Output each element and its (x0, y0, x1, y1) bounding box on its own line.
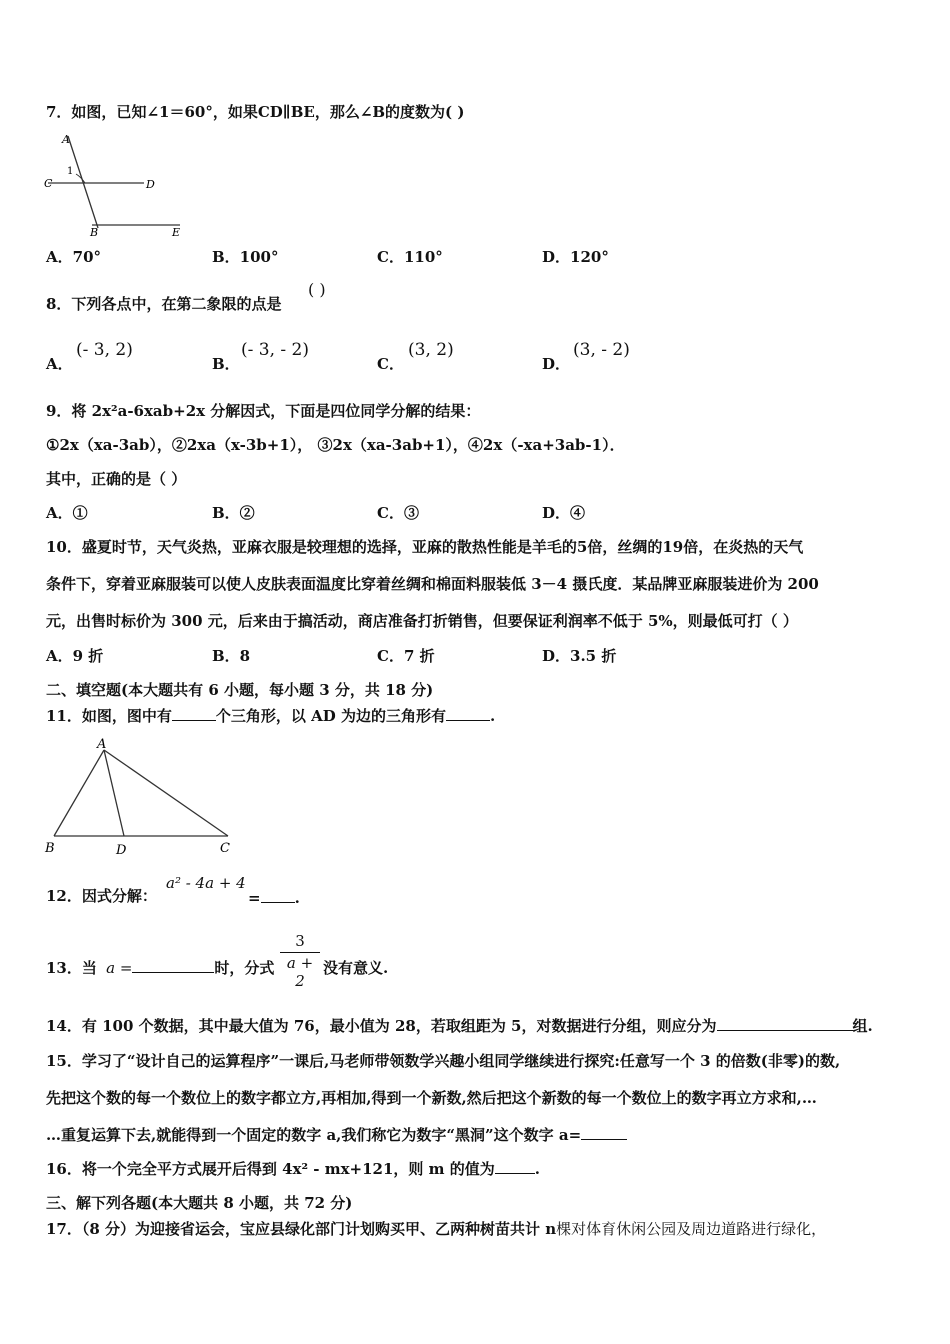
q7-label-1: 1 (67, 166, 74, 177)
q15-blank[interactable] (581, 1125, 627, 1140)
q10-option-c: C．7 折 (377, 647, 435, 665)
q14-text (46, 1016, 873, 1036)
q11-blank-1[interactable] (172, 706, 216, 721)
q9-option-a: A．① (46, 504, 88, 522)
q8-coord-a: (- 3, 2) (76, 340, 133, 360)
q12-answer-line (248, 888, 300, 908)
q8-coord-d: (3, - 2) (573, 340, 630, 360)
q16-part-a: 16．将一个完全平方式展开后得到 4x² - mx+121，则 m 的值为 (46, 1160, 495, 1178)
q8-paren: ( ) (308, 280, 326, 299)
q13-var: a = (106, 959, 133, 977)
q13-part-b: 时，分式 (214, 959, 275, 977)
q9-option-b: B．② (212, 504, 255, 522)
q11-part-c: . (489, 707, 496, 725)
section-2-heading: 二、填空题(本大题共有 6 小题，每小题 3 分，共 18 分) (46, 681, 434, 699)
q17-part-a: 17．（8 分）为迎接省运会，宝应县绿化部门计划购买甲、乙两种树苗共计 n (46, 1220, 557, 1238)
q11-part-b: 个三角形，以 AD 为边的三角形有 (215, 707, 446, 725)
q16-text (46, 1159, 540, 1179)
q7-label-e: E (172, 226, 181, 239)
q15-line-3-wrap (46, 1125, 627, 1145)
q10-option-a: A．9 折 (46, 647, 104, 665)
q13-blank[interactable] (132, 958, 214, 973)
q7-stem: 7．如图，已知∠1＝60°，如果CD∥BE，那么∠B的度数为( ) (46, 103, 465, 121)
q9-option-d: D．④ (542, 504, 586, 522)
q15-line-2: 先把这个数的每一个数位上的数字都立方,再相加,得到一个新数,然后把这个新数的每一个数位上的数字再立方求和,… (46, 1089, 817, 1107)
q10-line-2: 条件下，穿着亚麻服装可以使人皮肤表面温度比穿着丝绸和棉面料服装低 3－4 摄氏度．某品牌亚麻服装进价为 200 (46, 575, 819, 593)
q17-part-b: 棵对体育休闲公园及周边道路进行绿化， (556, 1220, 827, 1238)
section-3-heading: 三、解下列各题(本大题共 8 小题，共 72 分) (46, 1194, 353, 1212)
q12-equals: = (248, 889, 261, 907)
q7-label-c: C (44, 177, 53, 190)
q10-option-b: B．8 (212, 647, 251, 665)
q11-part-a: 11．如图，图中有 (46, 707, 172, 725)
q12-blank[interactable] (261, 888, 295, 903)
q9-option-c: C．③ (377, 504, 419, 522)
q11-label-a: A (97, 737, 107, 752)
q14-part-a: 14．有 100 个数据，其中最大值为 76，最小值为 28，若取组距为 5，对数据进行分组，则应分为 (46, 1017, 717, 1035)
q8-letter-d: D． (542, 355, 571, 373)
q11-label-c: C (220, 841, 230, 856)
q17-text (46, 1219, 826, 1239)
q9-answers: ①2x（xa-3ab），②2xa（x-3b+1）， ③2x（xa-3ab+1），④2x（-xa+3ab-1）． (46, 436, 625, 454)
q7-label-d: D (146, 178, 155, 191)
q12-expression: a² - 4a + 4 (166, 874, 246, 892)
q8-letter-c: C． (377, 355, 404, 373)
q8-letter-b: B． (212, 355, 240, 373)
q8-letter-a: A． (46, 355, 73, 373)
q13-part-c: 没有意义. (323, 959, 389, 977)
q11-text (46, 706, 495, 726)
q12-part-a: 12．因式分解： (46, 887, 157, 905)
q8-coord-b: (- 3, - 2) (241, 340, 309, 360)
q14-blank[interactable] (717, 1016, 853, 1031)
q7-label-a: A (62, 133, 70, 146)
q9-ask: 其中，正确的是（ ） (46, 470, 187, 488)
q9-stem: 9．将 2x²a-6xab+2x 分解因式，下面是四位同学分解的结果： (46, 402, 481, 420)
q13-part-a: 13．当 (46, 959, 97, 977)
q7-label-b: B (90, 226, 99, 239)
q7-option-a: A．70° (46, 248, 102, 266)
q13-numerator: 3 (280, 932, 320, 953)
q15-line-3: …重复运算下去,就能得到一个固定的数字 a,我们称它为数字“黑洞”这个数字 a= (46, 1126, 582, 1144)
q11-label-d: D (116, 843, 127, 858)
q7-option-c: C．110° (377, 248, 443, 266)
q11-blank-2[interactable] (446, 706, 490, 721)
q10-option-d: D．3.5 折 (542, 647, 617, 665)
q13-text (46, 958, 274, 978)
q13-fraction (280, 932, 320, 990)
q7-option-d: D．120° (542, 248, 609, 266)
q8-stem: 8．下列各点中，在第二象限的点是 (46, 295, 282, 313)
q8-coord-c: (3, 2) (408, 340, 454, 360)
q15-line-1: 15．学习了“设计自己的运算程序”一课后,马老师带领数学兴趣小组同学继续进行探究:任意写一个 3 的倍数(非零)的数, (46, 1052, 841, 1070)
q11-label-b: B (45, 841, 55, 856)
q11-figure (42, 736, 242, 858)
q10-line-1: 10．盛夏时节，天气炎热，亚麻衣服是较理想的选择，亚麻的散热性能是羊毛的5倍，丝绸的19倍，在炎热的天气 (46, 538, 804, 556)
q14-part-b: 组. (852, 1017, 873, 1035)
q16-blank[interactable] (495, 1159, 535, 1174)
q7-option-b: B．100° (212, 248, 279, 266)
q16-part-b: . (534, 1160, 540, 1178)
q10-line-3: 元，出售时标价为 300 元，后来由于搞活动，商店准备打折销售，但要保证利润率不低于 5%，则最低可打（ ） (46, 612, 798, 630)
q7-figure (40, 130, 190, 240)
q13-denominator: a + 2 (286, 954, 314, 990)
q12-period: . (294, 889, 300, 907)
